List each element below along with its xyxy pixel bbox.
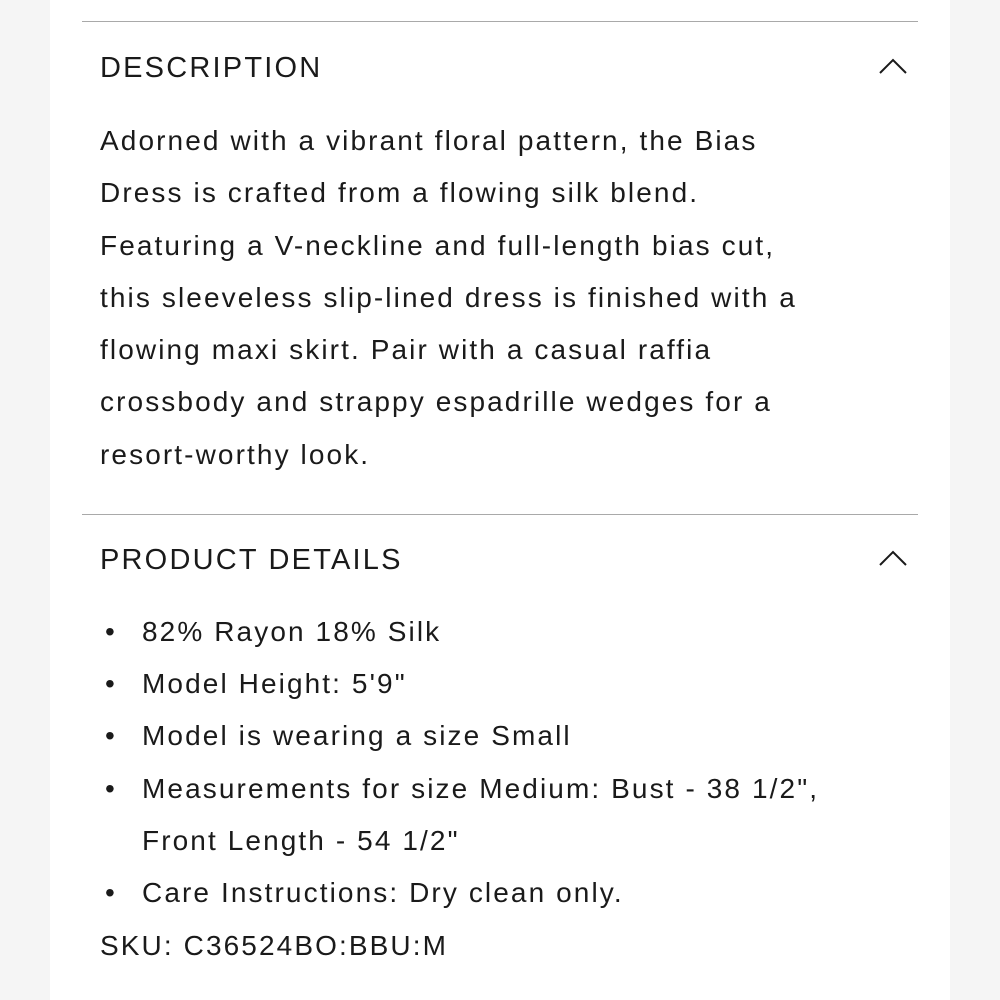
- description-line: flowing maxi skirt. Pair with a casual raffia: [100, 334, 713, 366]
- detail-text: Model is wearing a size Small: [142, 720, 572, 752]
- description-line: Dress is crafted from a flowing silk blend.: [100, 177, 700, 209]
- bullet-icon: •: [105, 720, 117, 752]
- bullet-icon: •: [105, 668, 117, 700]
- list-item: [100, 658, 920, 710]
- detail-text: Measurements for size Medium: Bust - 38 1/2",: [142, 772, 820, 804]
- list-item: [100, 867, 920, 919]
- description-text: [100, 115, 890, 481]
- description-line: Featuring a V-neckline and full-length bias cut,: [100, 229, 776, 261]
- detail-text: Model Height: 5'9": [142, 668, 407, 700]
- description-line: resort-worthy look.: [100, 438, 371, 470]
- description-line: crossbody and strappy espadrille wedges for a: [100, 386, 772, 418]
- product-info-panel: [50, 0, 950, 1000]
- list-item: [100, 606, 920, 658]
- description-line: Adorned with a vibrant floral pattern, the Bias: [100, 125, 758, 156]
- description-title: DESCRIPTION: [100, 52, 323, 84]
- detail-text: Care Instructions: Dry clean only.: [142, 877, 624, 909]
- divider-middle: [82, 514, 918, 515]
- list-item: [100, 763, 920, 867]
- product-details-accordion-header[interactable]: [100, 540, 920, 580]
- detail-text: Front Length - 54 1/2": [142, 824, 460, 856]
- description-line: this sleeveless slip-lined dress is finished with a: [100, 281, 797, 313]
- detail-text: 82% Rayon 18% Silk: [142, 616, 442, 647]
- bullet-icon: •: [105, 616, 117, 647]
- product-details-title: PRODUCT DETAILS: [100, 544, 403, 576]
- list-item: [100, 710, 920, 762]
- divider-top: [82, 21, 918, 22]
- bullet-icon: •: [105, 877, 117, 909]
- product-details-list: [100, 606, 920, 919]
- bullet-icon: •: [105, 772, 117, 804]
- sku-text: SKU: C36524BO:BBU:M: [100, 930, 449, 961]
- chevron-up-icon[interactable]: [878, 548, 908, 568]
- chevron-up-icon[interactable]: [878, 56, 908, 76]
- description-accordion-header[interactable]: [100, 48, 920, 88]
